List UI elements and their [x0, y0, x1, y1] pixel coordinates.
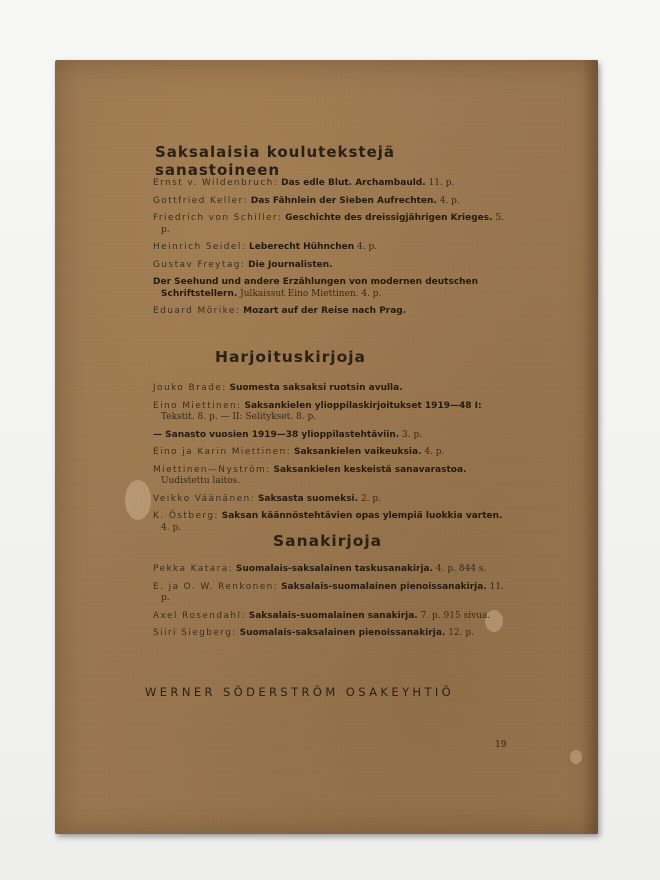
book-entry [153, 260, 513, 272]
entry-author: Eduard Mörike: [153, 306, 241, 316]
entry-author: Eino ja Karin Miettinen: [153, 447, 292, 457]
book-entry [153, 242, 513, 254]
cover-wear-spot [570, 750, 582, 764]
book-entry [153, 401, 513, 424]
book-entry [153, 430, 513, 442]
publisher-name: WERNER SÖDERSTRÖM OSAKEYHTIÖ [145, 685, 455, 699]
entry-work: — Sanasto vuosien 1919—38 ylioppilastehtäviin. [153, 429, 400, 440]
entry-author: Jouko Brade: [153, 383, 227, 393]
book-entry [153, 628, 513, 640]
entry-work: Geschichte des dreissigjährigen Krieges. [285, 213, 493, 223]
book-entry [153, 383, 513, 395]
entry-author: K. Östberg: [153, 511, 219, 521]
entry-author: Veikko Väänänen: [153, 493, 256, 504]
entry-work: Der Seehund und andere Erzählungen von modernen deutschen Schriftstellern. [153, 277, 479, 299]
cover-edge-shadow [582, 60, 598, 834]
entry-extra: Julkaissut Eino Miettinen. 4. p. [240, 288, 382, 299]
entry-extra: 2. p. [360, 493, 382, 504]
entry-extra: 4. p. [424, 447, 445, 457]
entry-work: Saksalais-suomalainen pienoissanakirja. [281, 581, 487, 592]
entry-extra: 11. p. [428, 178, 455, 188]
book-entry [153, 213, 513, 236]
entry-author: E. ja O. W. Renkonen: [153, 581, 279, 592]
book-entry [153, 582, 513, 605]
entry-extra: 4. p. [161, 522, 182, 533]
entry-extra: 5. p. [161, 213, 505, 235]
book-entry [153, 511, 513, 534]
exercise-books-list [153, 383, 513, 540]
entry-author: Axel Rosendahl: [153, 610, 246, 621]
entry-extra: 12. p. [448, 628, 474, 638]
entry-work: Das Fähnlein der Sieben Aufrechten. [250, 195, 437, 206]
entry-extra: 4. p. [439, 195, 460, 206]
entry-work: Saksankielen keskeistä sanavarastoa. [273, 464, 467, 475]
dictionaries-list [153, 564, 513, 646]
book-entry [153, 611, 513, 623]
section-title-school-texts: Saksalaisia koulutekstejä sanastoineen [155, 143, 396, 179]
book-entry [153, 564, 513, 576]
entry-work: Saksalais-suomalainen sanakirja. [248, 610, 418, 621]
cover-wear-spot [125, 480, 151, 520]
section-title-dictionaries: Sanakirjoja [273, 532, 383, 550]
book-entry [153, 306, 513, 318]
entry-work: Das edle Blut. Archambauld. [281, 178, 426, 188]
entry-work: Saksankielen ylioppilaskirjoitukset 1919—48 I: [244, 400, 482, 411]
entry-work: Saksankielen vaikeuksia. [293, 447, 422, 457]
entry-extra: Uudistettu laitos. [161, 476, 241, 486]
entry-author: Friedrich von Schiller: [153, 213, 283, 223]
section-title-exercise-books: Harjoituskirjoja [215, 348, 367, 366]
page-number: 19 [495, 740, 507, 750]
entry-author: Heinrich Seidel: [153, 242, 247, 252]
school-texts-list [153, 178, 513, 324]
entry-work: Saksasta suomeksi. [257, 493, 359, 504]
entry-extra: 4. p. 844 s. [435, 564, 487, 574]
entry-work: Suomalais-saksalainen pienoissanakirja. [239, 628, 446, 638]
entry-work: Leberecht Hühnchen [249, 242, 355, 252]
entry-work: Mozart auf der Reise nach Prag. [243, 306, 407, 316]
entry-work: Saksan käännöstehtävien opas ylempiä luokkia varten. [221, 511, 503, 521]
book-entry [153, 277, 513, 300]
book-entry [153, 465, 513, 488]
entry-author: Eino Miettinen: [153, 400, 242, 411]
entry-work: Die Journalisten. [248, 259, 333, 270]
entry-author: Pekka Katara: [153, 564, 234, 574]
book-entry [153, 447, 513, 459]
book-entry [153, 196, 513, 208]
entry-author: Gottfried Keller: [153, 195, 248, 206]
entry-author: Miettinen—Nyström: [153, 464, 271, 475]
entry-extra: 4. p. [357, 242, 378, 252]
entry-extra: Tekstit. 8. p. — II: Selitykset. 8. p. [161, 412, 317, 422]
entry-author: Siiri Siegberg: [153, 628, 237, 638]
book-entry [153, 494, 513, 506]
entry-extra: 7. p. 915 sivua. [420, 610, 491, 621]
entry-author: Gustav Freytag: [153, 259, 246, 270]
entry-extra: 11. p. [161, 581, 504, 603]
entry-work: Suomesta saksaksi ruotsin avulla. [229, 383, 403, 393]
entry-work: Suomalais-saksalainen taskusanakirja. [235, 564, 434, 574]
entry-author: Ernst v. Wildenbruch: [153, 178, 279, 188]
entry-extra: 3. p. [402, 429, 423, 440]
book-entry [153, 178, 513, 190]
